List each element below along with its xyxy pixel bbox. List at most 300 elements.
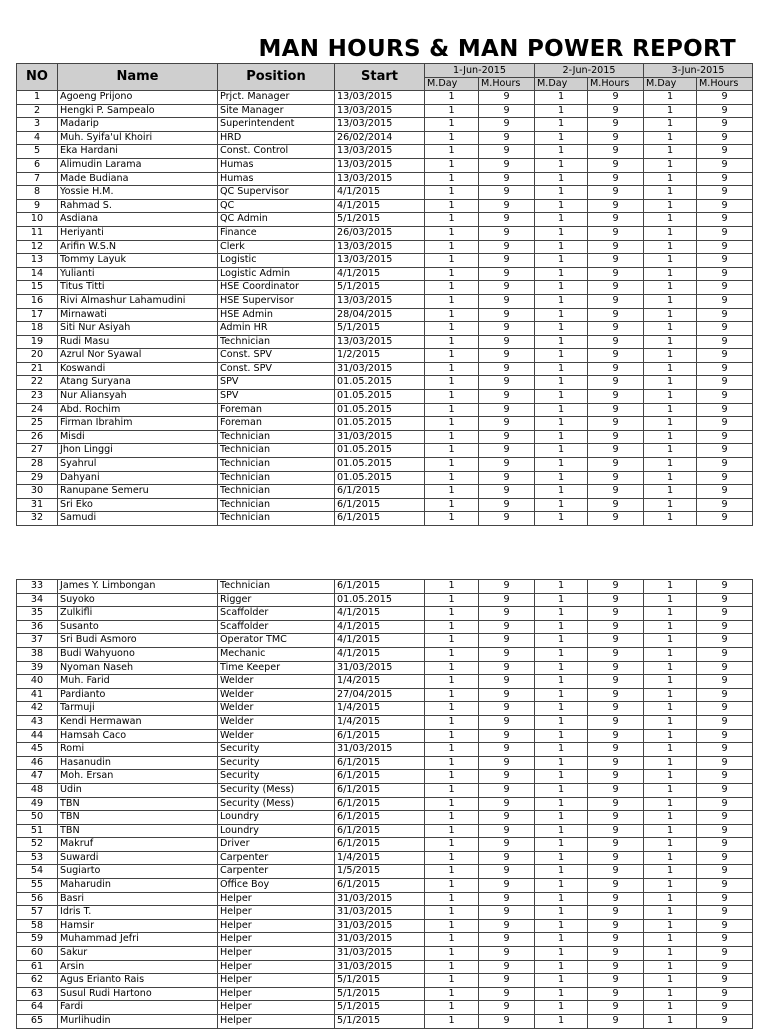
cell-mhours: 9: [479, 756, 535, 770]
cell-no: 10: [17, 213, 58, 227]
cell-no: 37: [17, 634, 58, 648]
table-row: [17, 512, 753, 526]
table-row: [17, 199, 753, 213]
header-mhours: M.Hours: [479, 78, 535, 91]
cell-start: 26/03/2015: [335, 226, 425, 240]
cell-mhours: 9: [697, 987, 753, 1001]
cell-start: 4/1/2015: [335, 607, 425, 621]
cell-mday: 1: [425, 756, 479, 770]
cell-mday: 1: [535, 308, 588, 322]
cell-mhours: 9: [697, 675, 753, 689]
table-row: [17, 335, 753, 349]
cell-no: 55: [17, 879, 58, 893]
cell-mhours: 9: [697, 1001, 753, 1015]
cell-name: Fardi: [58, 1001, 218, 1015]
table-row: [17, 172, 753, 186]
cell-mday: 1: [644, 933, 697, 947]
cell-no: 1: [17, 91, 58, 105]
cell-mhours: 9: [479, 947, 535, 961]
cell-mhours: 9: [697, 797, 753, 811]
header-no: NO: [17, 64, 58, 91]
cell-mday: 1: [644, 702, 697, 716]
cell-no: 21: [17, 362, 58, 376]
cell-position: Superintendent: [218, 118, 335, 132]
cell-start: 31/03/2015: [335, 892, 425, 906]
cell-mhours: 9: [588, 267, 644, 281]
cell-mhours: 9: [697, 417, 753, 431]
cell-mday: 1: [425, 865, 479, 879]
cell-position: Office Boy: [218, 879, 335, 893]
table-row: [17, 471, 753, 485]
cell-mday: 1: [535, 580, 588, 594]
cell-mhours: 9: [588, 131, 644, 145]
cell-mhours: 9: [697, 1015, 753, 1029]
cell-start: 31/03/2015: [335, 661, 425, 675]
cell-mhours: 9: [479, 118, 535, 132]
cell-mday: 1: [425, 471, 479, 485]
cell-mday: 1: [535, 91, 588, 105]
cell-position: Scaffolder: [218, 620, 335, 634]
table-row: [17, 281, 753, 295]
cell-mhours: 9: [697, 145, 753, 159]
cell-name: Siti Nur Asiyah: [58, 322, 218, 336]
cell-mday: 1: [644, 919, 697, 933]
cell-mday: 1: [644, 824, 697, 838]
cell-mhours: 9: [479, 458, 535, 472]
cell-no: 64: [17, 1001, 58, 1015]
cell-position: Mechanic: [218, 647, 335, 661]
cell-mday: 1: [644, 471, 697, 485]
cell-mday: 1: [425, 498, 479, 512]
cell-no: 57: [17, 906, 58, 920]
cell-mday: 1: [535, 322, 588, 336]
cell-name: Hasanudin: [58, 756, 218, 770]
table-row: [17, 91, 753, 105]
cell-position: Security: [218, 743, 335, 757]
cell-mhours: 9: [479, 987, 535, 1001]
cell-mday: 1: [535, 213, 588, 227]
cell-no: 47: [17, 770, 58, 784]
cell-no: 25: [17, 417, 58, 431]
cell-mday: 1: [425, 430, 479, 444]
cell-name: Koswandi: [58, 362, 218, 376]
cell-name: Agoeng Prijono: [58, 91, 218, 105]
table-row: [17, 756, 753, 770]
table-row: [17, 254, 753, 268]
cell-mhours: 9: [697, 485, 753, 499]
cell-mhours: 9: [479, 743, 535, 757]
table-row: [17, 919, 753, 933]
cell-mhours: 9: [479, 186, 535, 200]
cell-mday: 1: [644, 322, 697, 336]
cell-position: Helper: [218, 960, 335, 974]
cell-mhours: 9: [479, 444, 535, 458]
cell-mhours: 9: [479, 933, 535, 947]
cell-mhours: 9: [479, 172, 535, 186]
table-row: [17, 362, 753, 376]
cell-no: 58: [17, 919, 58, 933]
cell-position: Operator TMC: [218, 634, 335, 648]
cell-mhours: 9: [479, 145, 535, 159]
table-row: [17, 240, 753, 254]
cell-mhours: 9: [588, 376, 644, 390]
cell-position: Logistic: [218, 254, 335, 268]
cell-mhours: 9: [479, 688, 535, 702]
cell-mday: 1: [535, 919, 588, 933]
cell-mday: 1: [644, 172, 697, 186]
cell-mday: 1: [535, 906, 588, 920]
cell-start: 13/03/2015: [335, 254, 425, 268]
cell-position: Rigger: [218, 593, 335, 607]
cell-no: 5: [17, 145, 58, 159]
cell-mday: 1: [535, 335, 588, 349]
cell-no: 50: [17, 811, 58, 825]
cell-mhours: 9: [697, 349, 753, 363]
cell-mday: 1: [535, 471, 588, 485]
table-row: [17, 824, 753, 838]
table-row: [17, 607, 753, 621]
cell-mhours: 9: [697, 498, 753, 512]
cell-mhours: 9: [697, 281, 753, 295]
cell-no: 17: [17, 308, 58, 322]
cell-position: Technician: [218, 580, 335, 594]
cell-no: 45: [17, 743, 58, 757]
cell-mhours: 9: [588, 118, 644, 132]
cell-start: 31/03/2015: [335, 743, 425, 757]
cell-mhours: 9: [479, 1015, 535, 1029]
manpower-table-page-1: [16, 63, 753, 526]
cell-mday: 1: [425, 158, 479, 172]
cell-position: Const. SPV: [218, 349, 335, 363]
cell-mhours: 9: [588, 172, 644, 186]
table-row: [17, 851, 753, 865]
cell-mday: 1: [535, 349, 588, 363]
cell-mhours: 9: [588, 879, 644, 893]
cell-name: Ranupane Semeru: [58, 485, 218, 499]
cell-name: Sri Budi Asmoro: [58, 634, 218, 648]
cell-mday: 1: [425, 620, 479, 634]
cell-mday: 1: [644, 715, 697, 729]
cell-mday: 1: [644, 906, 697, 920]
cell-mhours: 9: [697, 620, 753, 634]
cell-mhours: 9: [588, 1001, 644, 1015]
cell-name: Sri Eko: [58, 498, 218, 512]
cell-position: Helper: [218, 1015, 335, 1029]
cell-start: 31/03/2015: [335, 919, 425, 933]
cell-position: Technician: [218, 458, 335, 472]
cell-position: HSE Admin: [218, 308, 335, 322]
cell-mhours: 9: [479, 974, 535, 988]
cell-mhours: 9: [697, 661, 753, 675]
cell-mday: 1: [535, 647, 588, 661]
header-date-3: 3-Jun-2015: [644, 64, 753, 78]
table-row: [17, 634, 753, 648]
cell-start: 13/03/2015: [335, 118, 425, 132]
cell-name: Muhammad Jefri: [58, 933, 218, 947]
cell-mday: 1: [644, 743, 697, 757]
cell-mhours: 9: [697, 158, 753, 172]
cell-no: 19: [17, 335, 58, 349]
table-row: [17, 580, 753, 594]
cell-mhours: 9: [479, 729, 535, 743]
cell-no: 33: [17, 580, 58, 594]
cell-name: Muh. Farid: [58, 675, 218, 689]
cell-name: Nyoman Naseh: [58, 661, 218, 675]
cell-mday: 1: [425, 131, 479, 145]
cell-mday: 1: [644, 186, 697, 200]
cell-name: Abd. Rochim: [58, 403, 218, 417]
cell-mday: 1: [535, 688, 588, 702]
cell-mhours: 9: [479, 349, 535, 363]
cell-name: Zulkifli: [58, 607, 218, 621]
cell-mday: 1: [644, 131, 697, 145]
cell-start: 6/1/2015: [335, 783, 425, 797]
cell-mday: 1: [644, 417, 697, 431]
cell-mhours: 9: [588, 661, 644, 675]
table-row: [17, 403, 753, 417]
cell-mhours: 9: [588, 580, 644, 594]
cell-mhours: 9: [697, 430, 753, 444]
cell-position: Security: [218, 770, 335, 784]
cell-name: Budi Wahyuono: [58, 647, 218, 661]
cell-mday: 1: [535, 933, 588, 947]
cell-position: Helper: [218, 1001, 335, 1015]
cell-mday: 1: [644, 974, 697, 988]
cell-mhours: 9: [697, 226, 753, 240]
cell-mday: 1: [535, 715, 588, 729]
cell-no: 7: [17, 172, 58, 186]
cell-position: Technician: [218, 471, 335, 485]
cell-start: 5/1/2015: [335, 1015, 425, 1029]
cell-no: 39: [17, 661, 58, 675]
table-row: [17, 430, 753, 444]
cell-mhours: 9: [697, 879, 753, 893]
cell-mhours: 9: [588, 838, 644, 852]
cell-mday: 1: [535, 118, 588, 132]
cell-mhours: 9: [588, 688, 644, 702]
cell-position: QC: [218, 199, 335, 213]
cell-name: Asdiana: [58, 213, 218, 227]
cell-start: 27/04/2015: [335, 688, 425, 702]
table-row: [17, 974, 753, 988]
cell-mhours: 9: [697, 593, 753, 607]
cell-start: 01.05.2015: [335, 593, 425, 607]
cell-name: Tarmuji: [58, 702, 218, 716]
cell-mhours: 9: [588, 634, 644, 648]
cell-name: Suyoko: [58, 593, 218, 607]
cell-mhours: 9: [697, 580, 753, 594]
table-row: [17, 715, 753, 729]
table-row: [17, 145, 753, 159]
cell-mhours: 9: [588, 715, 644, 729]
cell-no: 61: [17, 960, 58, 974]
cell-mhours: 9: [588, 281, 644, 295]
cell-name: Madarip: [58, 118, 218, 132]
cell-position: Welder: [218, 729, 335, 743]
cell-mday: 1: [644, 661, 697, 675]
cell-name: TBN: [58, 797, 218, 811]
cell-no: 40: [17, 675, 58, 689]
manpower-table-page-2: [16, 579, 753, 1029]
cell-name: Moh. Ersan: [58, 770, 218, 784]
cell-mhours: 9: [697, 512, 753, 526]
table-row: [17, 729, 753, 743]
cell-start: 01.05.2015: [335, 444, 425, 458]
cell-mday: 1: [535, 417, 588, 431]
cell-position: HSE Supervisor: [218, 294, 335, 308]
cell-name: Firman Ibrahim: [58, 417, 218, 431]
cell-mday: 1: [535, 947, 588, 961]
cell-position: QC Supervisor: [218, 186, 335, 200]
table-row: [17, 1015, 753, 1029]
cell-mhours: 9: [697, 91, 753, 105]
cell-mhours: 9: [479, 498, 535, 512]
cell-mhours: 9: [479, 770, 535, 784]
cell-start: 6/1/2015: [335, 729, 425, 743]
cell-mhours: 9: [479, 1001, 535, 1015]
cell-name: James Y. Limbongan: [58, 580, 218, 594]
cell-mday: 1: [644, 756, 697, 770]
cell-mday: 1: [425, 919, 479, 933]
cell-start: 13/03/2015: [335, 104, 425, 118]
cell-mday: 1: [644, 580, 697, 594]
cell-mday: 1: [644, 294, 697, 308]
cell-mhours: 9: [697, 974, 753, 988]
cell-mday: 1: [644, 607, 697, 621]
cell-position: Helper: [218, 919, 335, 933]
cell-mday: 1: [425, 322, 479, 336]
cell-name: Agus Erianto Rais: [58, 974, 218, 988]
cell-mday: 1: [425, 390, 479, 404]
cell-no: 51: [17, 824, 58, 838]
cell-mhours: 9: [588, 797, 644, 811]
cell-start: 13/03/2015: [335, 145, 425, 159]
cell-mday: 1: [535, 362, 588, 376]
cell-start: 01.05.2015: [335, 458, 425, 472]
cell-mday: 1: [425, 947, 479, 961]
cell-mday: 1: [535, 1001, 588, 1015]
cell-mhours: 9: [697, 254, 753, 268]
cell-position: Driver: [218, 838, 335, 852]
cell-mday: 1: [644, 118, 697, 132]
cell-mhours: 9: [479, 647, 535, 661]
cell-mday: 1: [425, 607, 479, 621]
cell-mday: 1: [644, 620, 697, 634]
table-row: [17, 458, 753, 472]
cell-start: 6/1/2015: [335, 756, 425, 770]
cell-start: 31/03/2015: [335, 960, 425, 974]
cell-mhours: 9: [697, 267, 753, 281]
cell-mhours: 9: [697, 824, 753, 838]
cell-mhours: 9: [697, 892, 753, 906]
cell-mhours: 9: [479, 294, 535, 308]
cell-mday: 1: [425, 580, 479, 594]
cell-mhours: 9: [479, 430, 535, 444]
cell-mday: 1: [535, 267, 588, 281]
table-row: [17, 294, 753, 308]
cell-mhours: 9: [697, 715, 753, 729]
cell-mday: 1: [425, 145, 479, 159]
cell-no: 42: [17, 702, 58, 716]
cell-mday: 1: [644, 390, 697, 404]
cell-mday: 1: [535, 960, 588, 974]
cell-no: 59: [17, 933, 58, 947]
table-row: [17, 593, 753, 607]
cell-mday: 1: [644, 254, 697, 268]
cell-mday: 1: [425, 851, 479, 865]
cell-mhours: 9: [697, 729, 753, 743]
cell-mhours: 9: [479, 267, 535, 281]
table-row: [17, 947, 753, 961]
cell-name: Nur Aliansyah: [58, 390, 218, 404]
cell-mday: 1: [644, 675, 697, 689]
cell-position: Loundry: [218, 824, 335, 838]
cell-mhours: 9: [588, 104, 644, 118]
cell-mday: 1: [644, 444, 697, 458]
cell-mhours: 9: [479, 417, 535, 431]
cell-position: Technician: [218, 485, 335, 499]
cell-mday: 1: [425, 254, 479, 268]
cell-mhours: 9: [479, 240, 535, 254]
table-body-page-1: [17, 91, 753, 526]
cell-mhours: 9: [588, 362, 644, 376]
cell-mday: 1: [425, 308, 479, 322]
cell-mday: 1: [425, 349, 479, 363]
cell-mhours: 9: [479, 335, 535, 349]
cell-mday: 1: [644, 797, 697, 811]
cell-mhours: 9: [479, 879, 535, 893]
cell-no: 54: [17, 865, 58, 879]
cell-mhours: 9: [588, 145, 644, 159]
cell-name: Basri: [58, 892, 218, 906]
cell-start: 4/1/2015: [335, 199, 425, 213]
cell-mday: 1: [425, 797, 479, 811]
table-row: [17, 131, 753, 145]
cell-position: HRD: [218, 131, 335, 145]
cell-mday: 1: [535, 675, 588, 689]
cell-mday: 1: [425, 104, 479, 118]
cell-mday: 1: [535, 811, 588, 825]
cell-no: 53: [17, 851, 58, 865]
cell-start: 1/4/2015: [335, 851, 425, 865]
table-row: [17, 702, 753, 716]
cell-mday: 1: [535, 593, 588, 607]
cell-mday: 1: [425, 688, 479, 702]
table-row: [17, 349, 753, 363]
cell-mday: 1: [644, 349, 697, 363]
cell-mhours: 9: [697, 172, 753, 186]
header-mhours: M.Hours: [697, 78, 753, 91]
cell-no: 9: [17, 199, 58, 213]
cell-position: SPV: [218, 390, 335, 404]
cell-position: Security (Mess): [218, 783, 335, 797]
cell-mhours: 9: [588, 675, 644, 689]
cell-mday: 1: [535, 376, 588, 390]
cell-mhours: 9: [697, 811, 753, 825]
cell-mhours: 9: [479, 390, 535, 404]
cell-mhours: 9: [697, 444, 753, 458]
cell-position: Time Keeper: [218, 661, 335, 675]
cell-mday: 1: [644, 145, 697, 159]
cell-mday: 1: [644, 199, 697, 213]
cell-mday: 1: [425, 933, 479, 947]
cell-mhours: 9: [479, 620, 535, 634]
cell-mhours: 9: [479, 715, 535, 729]
cell-position: Technician: [218, 512, 335, 526]
cell-mday: 1: [644, 158, 697, 172]
cell-mhours: 9: [479, 838, 535, 852]
table-row: [17, 783, 753, 797]
